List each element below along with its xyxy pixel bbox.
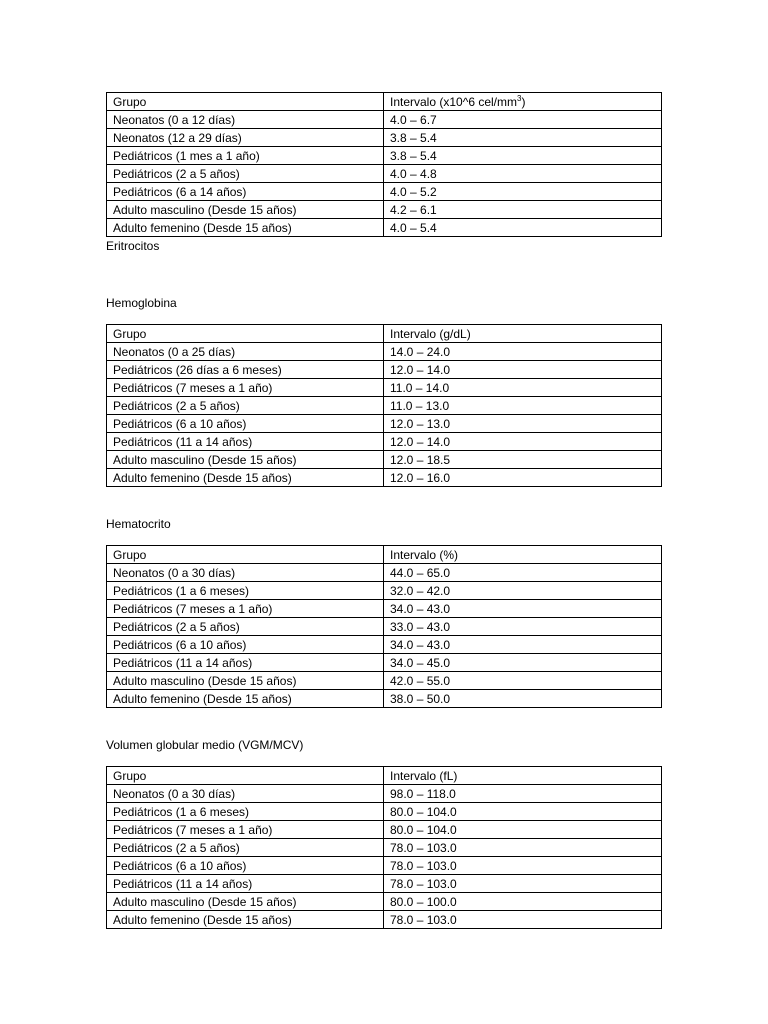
interval-cell: 4.0 – 4.8 xyxy=(384,165,662,183)
group-cell: Neonatos (0 a 12 días) xyxy=(107,111,384,129)
group-cell: Pediátricos (11 a 14 años) xyxy=(107,433,384,451)
group-cell: Pediátricos (6 a 10 años) xyxy=(107,415,384,433)
group-cell: Pediátricos (11 a 14 años) xyxy=(107,654,384,672)
table-header-row xyxy=(107,546,662,564)
table-row xyxy=(107,821,662,839)
interval-cell: 78.0 – 103.0 xyxy=(384,911,662,929)
interval-cell: 33.0 – 43.0 xyxy=(384,618,662,636)
interval-cell: 12.0 – 18.5 xyxy=(384,451,662,469)
interval-cell: 11.0 – 14.0 xyxy=(384,379,662,397)
interval-cell: 80.0 – 104.0 xyxy=(384,803,662,821)
interval-cell: 12.0 – 13.0 xyxy=(384,415,662,433)
group-cell: Adulto femenino (Desde 15 años) xyxy=(107,911,384,929)
group-cell: Pediátricos (1 a 6 meses) xyxy=(107,803,384,821)
group-cell: Pediátricos (7 meses a 1 año) xyxy=(107,821,384,839)
interval-cell: 32.0 – 42.0 xyxy=(384,582,662,600)
interval-cell: 12.0 – 14.0 xyxy=(384,433,662,451)
section-caption-eritrocitos: Eritrocitos xyxy=(106,239,160,253)
table-row xyxy=(107,785,662,803)
group-cell: Pediátricos (26 días a 6 meses) xyxy=(107,361,384,379)
interval-cell: 12.0 – 16.0 xyxy=(384,469,662,487)
eritrocitos-table xyxy=(106,92,662,237)
table-row xyxy=(107,654,662,672)
interval-cell: 12.0 – 14.0 xyxy=(384,361,662,379)
table-row xyxy=(107,183,662,201)
group-cell: Pediátricos (2 a 5 años) xyxy=(107,618,384,636)
table-row xyxy=(107,201,662,219)
table-row xyxy=(107,839,662,857)
interval-cell: 78.0 – 103.0 xyxy=(384,839,662,857)
group-cell: Pediátricos (6 a 10 años) xyxy=(107,636,384,654)
table-header-row xyxy=(107,93,662,111)
group-cell: Adulto masculino (Desde 15 años) xyxy=(107,672,384,690)
table-row xyxy=(107,582,662,600)
table-row xyxy=(107,397,662,415)
interval-cell: 4.0 – 5.2 xyxy=(384,183,662,201)
header-group: Grupo xyxy=(107,546,384,564)
table-row xyxy=(107,165,662,183)
table-header-row xyxy=(107,767,662,785)
group-cell: Pediátricos (1 mes a 1 año) xyxy=(107,147,384,165)
group-cell: Adulto femenino (Desde 15 años) xyxy=(107,219,384,237)
table-row xyxy=(107,636,662,654)
interval-cell: 4.2 – 6.1 xyxy=(384,201,662,219)
header-group: Grupo xyxy=(107,93,384,111)
interval-cell: 42.0 – 55.0 xyxy=(384,672,662,690)
interval-cell: 34.0 – 43.0 xyxy=(384,600,662,618)
interval-cell: 44.0 – 65.0 xyxy=(384,564,662,582)
hematocrito-table xyxy=(106,545,662,708)
interval-cell: 38.0 – 50.0 xyxy=(384,690,662,708)
header-group: Grupo xyxy=(107,325,384,343)
header-interval: Intervalo (%) xyxy=(384,546,662,564)
table-row xyxy=(107,129,662,147)
section-title-hematocrito: Hematocrito xyxy=(106,517,171,531)
table-row xyxy=(107,415,662,433)
interval-cell: 4.0 – 5.4 xyxy=(384,219,662,237)
group-cell: Pediátricos (2 a 5 años) xyxy=(107,165,384,183)
vgm-table xyxy=(106,766,662,929)
table-row xyxy=(107,433,662,451)
interval-cell: 80.0 – 104.0 xyxy=(384,821,662,839)
interval-cell: 14.0 – 24.0 xyxy=(384,343,662,361)
table-row xyxy=(107,690,662,708)
group-cell: Neonatos (12 a 29 días) xyxy=(107,129,384,147)
group-cell: Pediátricos (7 meses a 1 año) xyxy=(107,379,384,397)
group-cell: Pediátricos (7 meses a 1 año) xyxy=(107,600,384,618)
group-cell: Adulto masculino (Desde 15 años) xyxy=(107,201,384,219)
interval-cell: 34.0 – 43.0 xyxy=(384,636,662,654)
group-cell: Pediátricos (2 a 5 años) xyxy=(107,397,384,415)
table-row xyxy=(107,672,662,690)
table-row xyxy=(107,893,662,911)
interval-cell: 34.0 – 45.0 xyxy=(384,654,662,672)
table-row xyxy=(107,343,662,361)
interval-cell: 78.0 – 103.0 xyxy=(384,857,662,875)
group-cell: Neonatos (0 a 30 días) xyxy=(107,564,384,582)
table-row xyxy=(107,379,662,397)
table-row xyxy=(107,911,662,929)
table-row xyxy=(107,875,662,893)
group-cell: Pediátricos (1 a 6 meses) xyxy=(107,582,384,600)
header-interval: Intervalo (g/dL) xyxy=(384,325,662,343)
group-cell: Pediátricos (6 a 14 años) xyxy=(107,183,384,201)
header-interval: Intervalo (fL) xyxy=(384,767,662,785)
group-cell: Adulto masculino (Desde 15 años) xyxy=(107,451,384,469)
group-cell: Pediátricos (6 a 10 años) xyxy=(107,857,384,875)
interval-cell: 80.0 – 100.0 xyxy=(384,893,662,911)
table-row xyxy=(107,857,662,875)
interval-cell: 11.0 – 13.0 xyxy=(384,397,662,415)
section-title-vgm: Volumen globular medio (VGM/MCV) xyxy=(106,738,304,752)
group-cell: Neonatos (0 a 30 días) xyxy=(107,785,384,803)
table-row xyxy=(107,219,662,237)
table-row xyxy=(107,451,662,469)
interval-cell: 78.0 – 103.0 xyxy=(384,875,662,893)
interval-cell: 3.8 – 5.4 xyxy=(384,129,662,147)
header-interval: Intervalo (x10^6 cel/$mm^3$) xyxy=(384,93,662,111)
header-group: Grupo xyxy=(107,767,384,785)
group-cell: Neonatos (0 a 25 días) xyxy=(107,343,384,361)
interval-cell: 98.0 – 118.0 xyxy=(384,785,662,803)
group-cell: Adulto masculino (Desde 15 años) xyxy=(107,893,384,911)
group-cell: Adulto femenino (Desde 15 años) xyxy=(107,690,384,708)
section-title-hemoglobina: Hemoglobina xyxy=(106,296,177,310)
interval-cell: 4.0 – 6.7 xyxy=(384,111,662,129)
table-row xyxy=(107,469,662,487)
table-row xyxy=(107,361,662,379)
table-row xyxy=(107,147,662,165)
table-row xyxy=(107,803,662,821)
group-cell: Pediátricos (2 a 5 años) xyxy=(107,839,384,857)
table-row xyxy=(107,618,662,636)
hemoglobina-table xyxy=(106,324,662,487)
table-row xyxy=(107,600,662,618)
table-header-row xyxy=(107,325,662,343)
table-row xyxy=(107,564,662,582)
interval-cell: 3.8 – 5.4 xyxy=(384,147,662,165)
group-cell: Adulto femenino (Desde 15 años) xyxy=(107,469,384,487)
table-row xyxy=(107,111,662,129)
group-cell: Pediátricos (11 a 14 años) xyxy=(107,875,384,893)
